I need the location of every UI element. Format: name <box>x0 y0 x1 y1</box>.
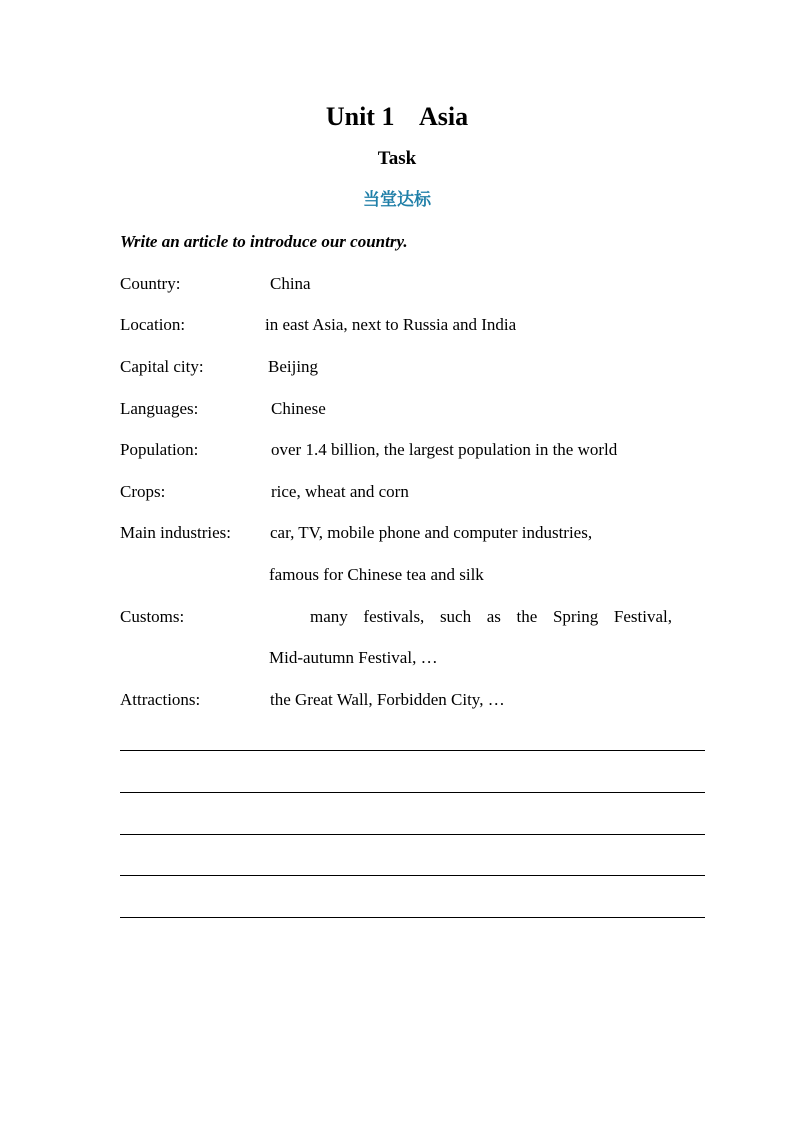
row-label: Main industries: <box>120 523 231 542</box>
row-label: Population: <box>120 440 199 459</box>
row-value: in east Asia, next to Russia and India <box>265 315 517 334</box>
row-label: Customs: <box>120 607 185 626</box>
customs-word: Festival, <box>613 607 672 626</box>
customs-word: many <box>310 607 348 626</box>
section-heading: 当堂达标 <box>363 190 431 210</box>
instruction-text: Write an article to introduce our country. <box>120 232 408 251</box>
row-value: over 1.4 billion, the largest population in the world <box>271 440 618 459</box>
row-label: Location: <box>120 315 186 334</box>
page-title: Unit 1 Asia <box>325 102 469 131</box>
writing-line <box>120 834 705 835</box>
row-value: car, TV, mobile phone and computer industries, <box>270 523 593 542</box>
industries-continuation: famous for Chinese tea and silk <box>269 565 484 584</box>
customs-word: Spring <box>552 607 599 626</box>
customs-word: the <box>516 607 538 626</box>
customs-continuation: Mid-autumn Festival, … <box>269 648 438 667</box>
page-subtitle: Task <box>377 148 417 169</box>
customs-word: festivals, <box>363 607 425 626</box>
row-value: rice, wheat and corn <box>271 482 409 501</box>
customs-value <box>270 605 672 629</box>
row-value: the Great Wall, Forbidden City, … <box>270 690 505 709</box>
writing-line <box>120 875 705 876</box>
row-label: Crops: <box>120 482 166 501</box>
customs-word: as <box>486 607 501 626</box>
row-value: China <box>270 274 311 293</box>
writing-line <box>120 792 705 793</box>
writing-line <box>120 750 705 751</box>
row-label: Attractions: <box>120 690 201 709</box>
row-label: Capital city: <box>120 357 204 376</box>
row-value: Chinese <box>271 399 326 418</box>
customs-word: such <box>439 607 472 626</box>
row-value: Beijing <box>268 357 319 376</box>
row-label: Languages: <box>120 399 199 418</box>
writing-line <box>120 917 705 918</box>
row-label: Country: <box>120 274 181 293</box>
